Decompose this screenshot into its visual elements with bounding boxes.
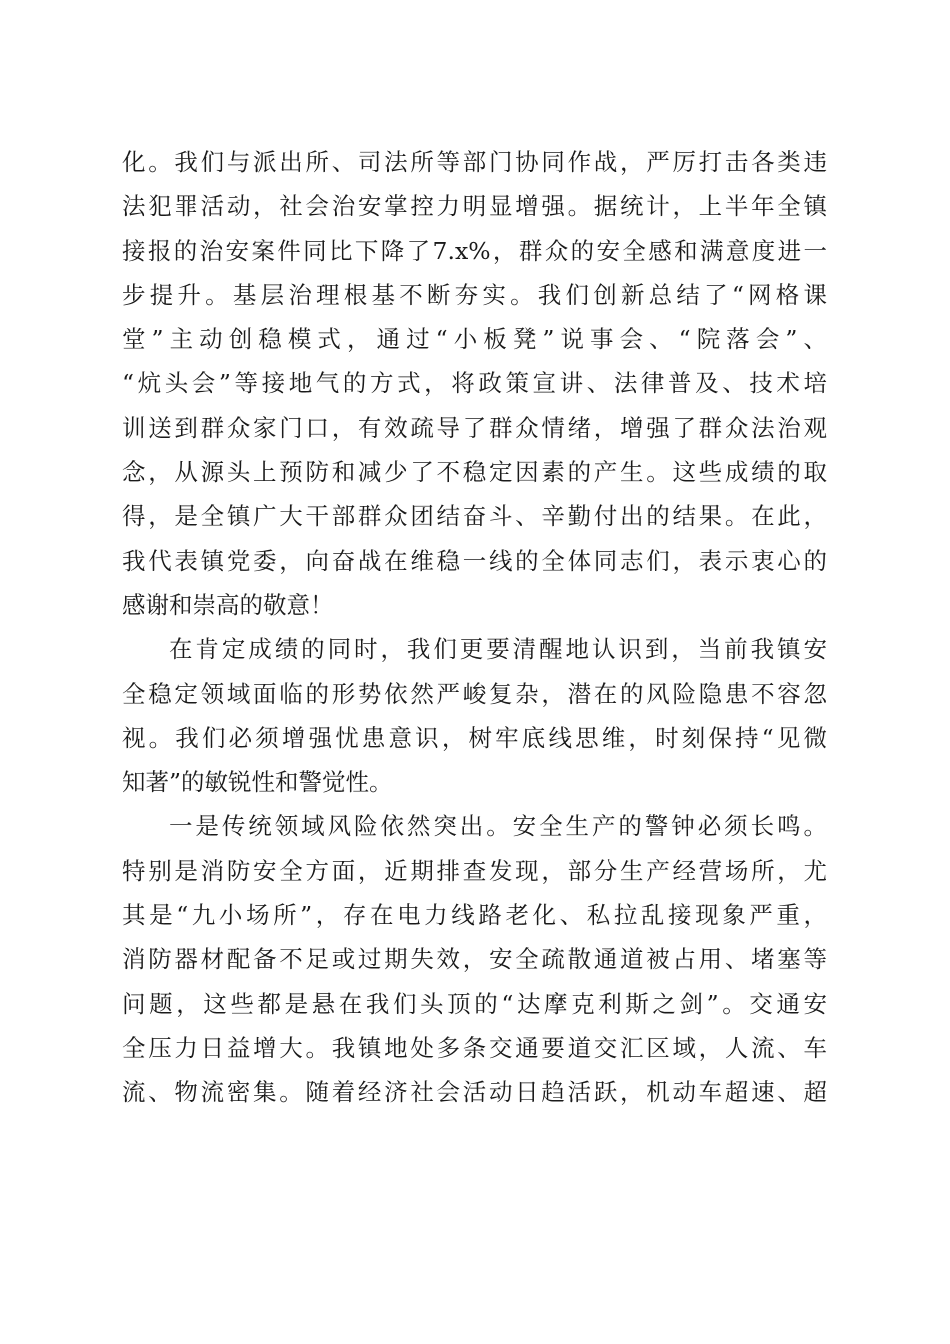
text-line: 其是“九小场所”，存在电力线路老化、私拉乱接现象严重， — [122, 901, 827, 930]
text-line: 视。我们必须增强忧患意识，树牢底线思维，时刻保持“见微 — [122, 723, 827, 752]
text-line: 步提升。基层治理根基不断夯实。我们创新总结了“网格课 — [122, 280, 827, 309]
text-line: 特别是消防安全方面，近期排查发现，部分生产经营场所，尤 — [122, 856, 827, 885]
text-line: “炕头会”等接地气的方式，将政策宣讲、法律普及、技术培 — [122, 369, 827, 398]
text-line: 知著”的敏锐性和警觉性。 — [122, 768, 393, 797]
text-line: 得，是全镇广大干部群众团结奋斗、辛勤付出的结果。在此， — [122, 502, 827, 531]
text-line: 流、物流密集。随着经济社会活动日趋活跃，机动车超速、超 — [122, 1078, 827, 1107]
text-line: 在肯定成绩的同时，我们更要清醒地认识到，当前我镇安 — [169, 635, 827, 664]
text-line: 我代表镇党委，向奋战在维稳一线的全体同志们，表示衷心的 — [122, 546, 827, 575]
text-line: 接报的治安案件同比下降了7.x%，群众的安全感和满意度进一 — [122, 236, 827, 265]
paragraph-3 — [122, 804, 827, 1114]
text-line: 全压力日益增大。我镇地处多条交通要道交汇区域，人流、车 — [122, 1033, 827, 1062]
text-line: 问题，这些都是悬在我们头顶的“达摩克利斯之剑”。交通安 — [122, 989, 827, 1018]
paragraph-1 — [122, 140, 827, 627]
text-line: 化。我们与派出所、司法所等部门协同作战，严厉打击各类违 — [122, 148, 827, 176]
document-body — [122, 140, 827, 1115]
text-line: 消防器材配备不足或过期失效，安全疏散通道被占用、堵塞等 — [122, 945, 827, 974]
text-line: 感谢和崇高的敬意！ — [122, 590, 334, 619]
text-line: 训送到群众家门口，有效疏导了群众情绪，增强了群众法治观 — [122, 413, 827, 442]
text-line: 法犯罪活动，社会治安掌控力明显增强。据统计，上半年全镇 — [122, 192, 827, 221]
paragraph-2 — [122, 627, 827, 804]
text-line: 全稳定领域面临的形势依然严峻复杂，潜在的风险隐患不容忽 — [122, 679, 827, 708]
text-line: 堂”主动创稳模式，通过“小板凳”说事会、“院落会”、 — [122, 325, 827, 354]
text-line: 一是传统领域风险依然突出。安全生产的警钟必须长鸣。 — [169, 812, 827, 841]
text-line: 念，从源头上预防和减少了不稳定因素的产生。这些成绩的取 — [122, 458, 827, 487]
